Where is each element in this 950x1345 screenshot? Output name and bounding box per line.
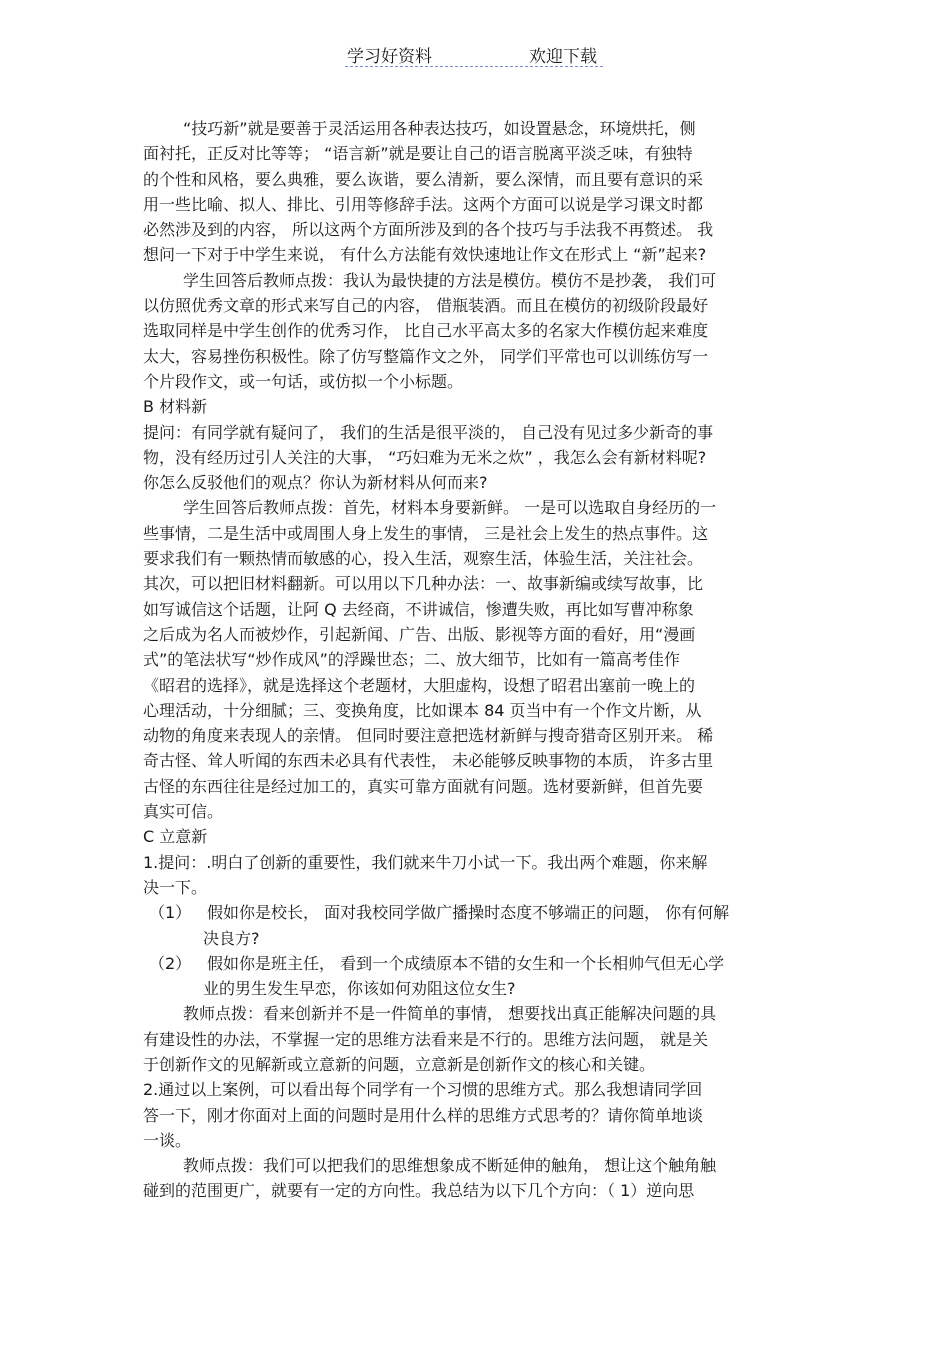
document-body — [143, 116, 813, 1204]
text-line — [143, 1103, 813, 1128]
header-right-text: 欢迎下载 — [529, 47, 597, 67]
header-left-text: 学习好资料 — [347, 47, 432, 67]
text-line — [143, 1027, 813, 1052]
text-line — [143, 926, 813, 951]
line-text: 碰到的范围更广，就要有一定的方向性。我总结为以下几个方向：（ 1）逆向思 — [143, 1181, 695, 1201]
text-line — [143, 167, 813, 192]
line-text: 教师点拨：我们可以把我们的思维想象成不断延伸的触角， 想让这个触角触 — [183, 1156, 717, 1176]
text-line — [143, 495, 813, 520]
line-text: 教师点拨：看来创新并不是一件简单的事情， 想要找出真正能解决问题的具 — [183, 1004, 717, 1024]
line-text: 古怪的东西往往是经过加工的，真实可靠方面就有问题。选材要新鲜，但首先要 — [143, 776, 704, 796]
text-line — [143, 1052, 813, 1077]
line-text: 你怎么反驳他们的观点？你认为新材料从何而来? — [143, 473, 488, 493]
text-line — [143, 1153, 813, 1178]
line-text: 如写诚信这个话题，让阿 Q 去经商，不讲诚信，惨遭失败，再比如写曹冲称象 — [143, 599, 694, 619]
line-text: 以仿照优秀文章的形式来写自己的内容， 借瓶装酒。而且在模仿的初级阶段最好 — [143, 296, 709, 316]
text-line — [143, 723, 813, 748]
line-text: 有建设性的办法，不掌握一定的思维方法看来是不行的。思维方法问题， 就是关 — [143, 1029, 709, 1049]
text-line — [143, 1128, 813, 1153]
text-line — [143, 622, 813, 647]
text-line — [143, 748, 813, 773]
list-number: （1） — [149, 903, 192, 923]
line-text: C 立意新 — [143, 827, 208, 847]
line-text: 假如你是校长， 面对我校同学做广播操时态度不够端正的问题， 你有何解 — [207, 903, 730, 923]
text-line — [143, 976, 813, 1001]
line-text: 要求我们有一颗热情而敏感的心，投入生活，观察生活，体验生活，关注社会。 — [143, 549, 704, 569]
line-text: 用一些比喻、拟人、排比、引用等修辞手法。这两个方面可以说是学习课文时都 — [143, 194, 704, 214]
line-text: B 材料新 — [143, 397, 208, 417]
line-text: “技巧新”就是要善于灵活运用各种表达技巧，如设置悬念，环境烘托，侧 — [183, 119, 696, 138]
line-text: 《昭君的选择》，就是选择这个老题材，大胆虚构，设想了昭君出塞前一晚上的 — [143, 675, 696, 695]
line-text: 决一下。 — [143, 877, 208, 897]
text-line — [143, 1001, 813, 1026]
text-line — [143, 824, 813, 849]
line-text: 提问：有同学就有疑问了， 我们的生活是很平淡的， 自己没有见过多少新奇的事 — [143, 422, 714, 442]
line-text: 想问一下对于中学生来说， 有什么方法能有效快速地让作文在形式上 “新”起来? — [143, 245, 707, 265]
text-line — [143, 799, 813, 824]
line-text: 其次，可以把旧材料翻新。可以用以下几种办法：一、故事新编或续写故事，比 — [143, 574, 704, 594]
line-text: 之后成为名人而被炒作，引起新闻、广告、出版、影视等方面的看好，用“漫画 — [143, 624, 696, 644]
line-text: 动物的角度来表现人的亲情。 但同时要注意把选材新鲜与搜奇猎奇区别开来。 稀 — [143, 726, 714, 746]
line-text: 2.通过以上案例，可以看出每个同学有一个习惯的思维方式。那么我想请同学回 — [143, 1080, 703, 1100]
line-text: 物，没有经历过引人关注的大事， “巧妇难为无米之炊” ，我怎么会有新材料呢? — [143, 447, 707, 467]
line-text: 答一下，刚才你面对上面的问题时是用什么样的思维方式思考的？请你简单地谈 — [143, 1105, 704, 1125]
text-line — [143, 369, 813, 394]
text-line — [143, 597, 813, 622]
text-line — [143, 900, 813, 925]
line-text: 业的男生发生早恋，你该如何劝阻这位女生? — [203, 979, 516, 999]
text-line — [143, 445, 813, 470]
line-text: 于创新作文的见解新或立意新的问题，立意新是创新作文的核心和关键。 — [143, 1054, 656, 1074]
text-line — [143, 268, 813, 293]
list-number: （2） — [149, 953, 192, 973]
line-text: 决良方? — [203, 928, 260, 948]
text-line — [143, 774, 813, 799]
text-line — [143, 647, 813, 672]
text-line — [143, 318, 813, 343]
text-line — [143, 293, 813, 318]
line-text: 的个性和风格，要么典雅，要么诙谐，要么清新，要么深情，而且要有意识的采 — [143, 169, 704, 189]
line-text: 心理活动，十分细腻；三、变换角度，比如课本 84 页当中有一个作文片断，从 — [143, 700, 702, 720]
line-text: 面衬托，正反对比等等； “语言新”就是要让自己的语言脱离平淡乏味，有独特 — [143, 144, 693, 164]
text-line — [143, 673, 813, 698]
text-line — [143, 850, 813, 875]
line-text: 学生回答后教师点拨：我认为最快捷的方法是模仿。模仿不是抄袭， 我们可 — [183, 270, 717, 290]
text-line — [143, 141, 813, 166]
line-text: 式”的笔法状写“炒作成风”的浮躁世态；二、放大细节，比如有一篇高考佳作 — [143, 650, 680, 670]
line-text: 个片段作文，或一句话，或仿拟一个小标题。 — [143, 371, 464, 391]
text-line — [143, 116, 813, 141]
line-text: 一谈。 — [143, 1130, 192, 1150]
line-text: 选取同样是中学生创作的优秀习作， 比自己水平高太多的名家大作模仿起来难度 — [143, 321, 709, 341]
text-line — [143, 242, 813, 267]
line-text: 奇古怪、耸人听闻的东西未必具有代表性， 未必能够反映事物的本质， 许多古里 — [143, 751, 714, 771]
text-line — [143, 698, 813, 723]
line-text: 真实可信。 — [143, 802, 224, 822]
line-text: 些事情，二是生活中或周围人身上发生的事情， 三是社会上发生的热点事件。这 — [143, 523, 709, 543]
line-text: 学生回答后教师点拨：首先，材料本身要新鲜。 一是可以选取自身经历的一 — [183, 498, 717, 518]
line-text: 必然涉及到的内容， 所以这两个方面所涉及到的各个技巧与手法我不再赘述。 我 — [143, 220, 714, 240]
page-header — [345, 40, 603, 67]
text-line — [143, 394, 813, 419]
line-text: 假如你是班主任， 看到一个成绩原本不错的女生和一个长相帅气但无心学 — [207, 953, 725, 973]
text-line — [143, 344, 813, 369]
text-line — [143, 420, 813, 445]
line-text: 1.提问：.明白了创新的重要性，我们就来牛刀小试一下。我出两个难题，你来解 — [143, 852, 708, 872]
text-line — [143, 1077, 813, 1102]
text-line — [143, 217, 813, 242]
text-line — [143, 571, 813, 596]
text-line — [143, 546, 813, 571]
line-text: 太大，容易挫伤积极性。除了仿写整篇作文之外， 同学们平常也可以训练仿写一 — [143, 346, 709, 366]
text-line — [143, 875, 813, 900]
text-line — [143, 1178, 813, 1203]
text-line — [143, 470, 813, 495]
text-line — [143, 951, 813, 976]
text-line — [143, 521, 813, 546]
text-line — [143, 192, 813, 217]
